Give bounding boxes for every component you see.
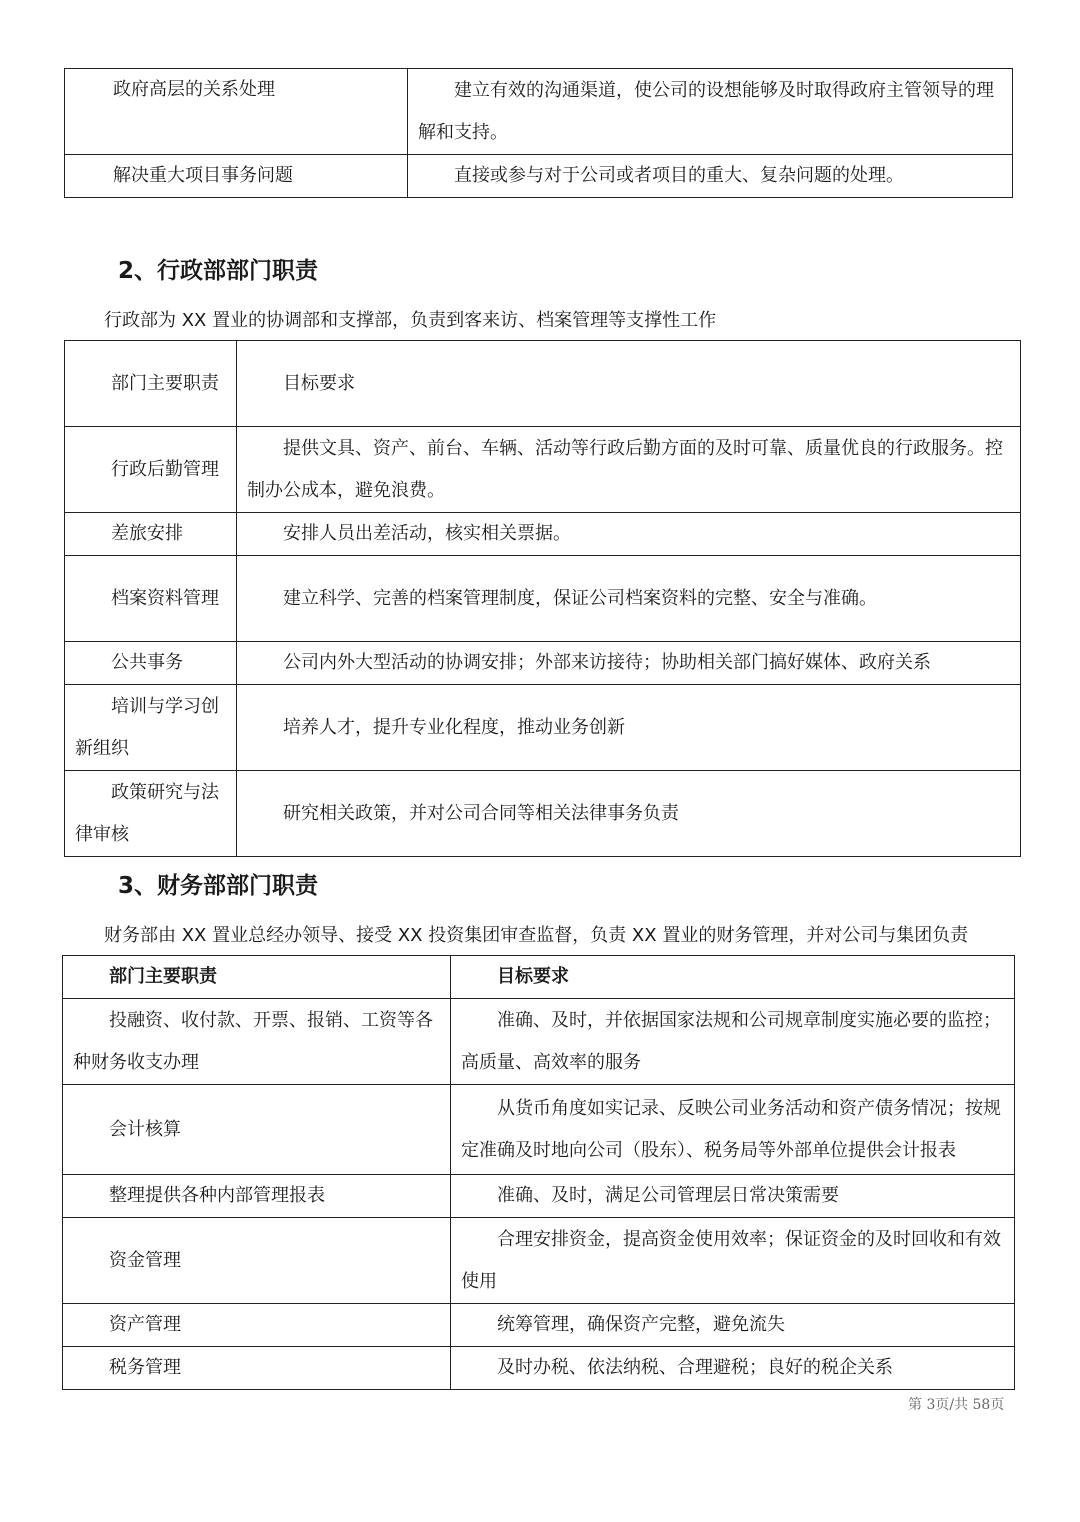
- duty-cell: 培训与学习创新组织: [65, 685, 237, 771]
- target-cell: 公司内外大型活动的协调安排；外部来访接待；协助相关部门搞好媒体、政府关系: [237, 642, 1021, 685]
- table-row: [65, 427, 1021, 513]
- duty-cell: 会计核算: [63, 1085, 451, 1175]
- duty-cell: 资金管理: [63, 1218, 451, 1304]
- duty-cell: 投融资、收付款、开票、报销、工资等各种财务收支办理: [63, 999, 451, 1085]
- target-cell: 准确、及时，并依据国家法规和公司规章制度实施必要的监控；高质量、高效率的服务: [451, 999, 1015, 1085]
- table-leadership-duties: [64, 68, 1013, 198]
- target-cell: 合理安排资金，提高资金使用效率；保证资金的及时回收和有效使用: [451, 1218, 1015, 1304]
- header-target: 目标要求: [451, 956, 1015, 999]
- header-target: 目标要求: [237, 341, 1021, 427]
- target-cell: 从货币角度如实记录、反映公司业务活动和资产债务情况；按规定准确及时地向公司（股东）、税务局等外部单位提供会计报表: [451, 1085, 1015, 1175]
- table-finance-duties: [62, 955, 1015, 1390]
- header-duty: 部门主要职责: [65, 341, 237, 427]
- section-intro-admin: 行政部为 XX 置业的协调部和支撑部，负责到客来访、档案管理等支撑性工作: [104, 310, 717, 331]
- target-cell: 提供文具、资产、前台、车辆、活动等行政后勤方面的及时可靠、质量优良的行政服务。控制办公成本，避免浪费。: [237, 427, 1021, 513]
- header-duty: 部门主要职责: [63, 956, 451, 999]
- table-row: [63, 1218, 1015, 1304]
- duty-cell: 政策研究与法律审核: [65, 771, 237, 857]
- target-cell: 统筹管理，确保资产完整，避免流失: [451, 1304, 1015, 1347]
- target-cell: 安排人员出差活动，核实相关票据。: [237, 513, 1021, 556]
- duty-cell: 行政后勤管理: [65, 427, 237, 513]
- duty-cell: 资产管理: [63, 1304, 451, 1347]
- target-cell: 及时办税、依法纳税、合理避税；良好的税企关系: [451, 1347, 1015, 1390]
- table-row: [65, 513, 1021, 556]
- table-row: [65, 556, 1021, 642]
- section-title-finance: 3、财务部部门职责: [118, 873, 319, 899]
- table-row: [63, 999, 1015, 1085]
- table-row: [63, 1085, 1015, 1175]
- table-header-row: [63, 956, 1015, 999]
- target-cell: 研究相关政策，并对公司合同等相关法律事务负责: [237, 771, 1021, 857]
- table-row: [63, 1347, 1015, 1390]
- table-header-row: [65, 341, 1021, 427]
- table-row: [65, 642, 1021, 685]
- table-row: [65, 685, 1021, 771]
- table-row: [65, 69, 1013, 155]
- table-row: [65, 155, 1013, 198]
- section-intro-finance: 财务部由 XX 置业总经办领导、接受 XX 投资集团审查监督，负责 XX 置业的财务管理，并对公司与集团负责: [104, 925, 969, 946]
- duty-cell: 差旅安排: [65, 513, 237, 556]
- table-row: [65, 771, 1021, 857]
- target-cell: 培养人才，提升专业化程度，推动业务创新: [237, 685, 1021, 771]
- target-cell: 建立有效的沟通渠道，使公司的设想能够及时取得政府主管领导的理解和支持。: [408, 69, 1013, 155]
- table-row: [63, 1304, 1015, 1347]
- duty-cell: 公共事务: [65, 642, 237, 685]
- target-cell: 建立科学、完善的档案管理制度，保证公司档案资料的完整、安全与准确。: [237, 556, 1021, 642]
- target-cell: 准确、及时，满足公司管理层日常决策需要: [451, 1175, 1015, 1218]
- table-row: [63, 1175, 1015, 1218]
- duty-cell: 政府高层的关系处理: [65, 69, 408, 155]
- section-title-admin: 2、行政部部门职责: [118, 258, 319, 284]
- duty-cell: 解决重大项目事务问题: [65, 155, 408, 198]
- duty-cell: 税务管理: [63, 1347, 451, 1390]
- table-admin-duties: [64, 340, 1021, 857]
- duty-cell: 档案资料管理: [65, 556, 237, 642]
- target-cell: 直接或参与对于公司或者项目的重大、复杂问题的处理。: [408, 155, 1013, 198]
- page-number: 第 3页/共 58页: [908, 1397, 1005, 1413]
- duty-cell: 整理提供各种内部管理报表: [63, 1175, 451, 1218]
